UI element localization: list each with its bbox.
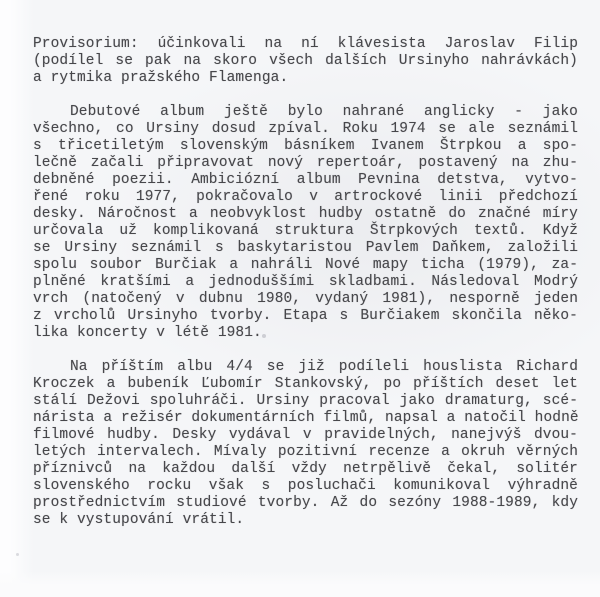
text-line: Provisorium: účinkovali na ní klávesista Jaroslav Filip: [33, 36, 578, 52]
text-line: desky. Náročnost a neobvyklost hudby ostatně do značné míry: [33, 206, 578, 222]
text-line: lika koncerty v létě 1981.: [33, 325, 262, 341]
text-line: se k vystupování vrátil.: [33, 512, 245, 528]
text-line: Debutové album ještě bylo nahrané anglicky - jako: [70, 104, 578, 120]
text-line: nárista a režisér dokumentárních filmů, napsal a natočil hodně: [33, 410, 579, 426]
text-line: debněné poezii. Ambiciózní album Pevnina detstva, vytvo-: [33, 172, 578, 188]
text-line: lečně začali připravovat nový repertoár, postavený na zhu-: [33, 155, 578, 171]
paragraph: [33, 104, 578, 342]
text-line: všechno, co Ursiny dosud zpíval. Roku 1974 se ale seznámil: [33, 121, 578, 137]
text-line: plněné kratšími a jednoduššími skladbami. Následoval Modrý: [33, 274, 578, 290]
text-line: vrch (natočený v dubnu 1980, vydaný 1981), nesporně jeden: [33, 291, 578, 307]
text-line: příznivců na každou další vždy netrpělivě čekal, solitér: [33, 461, 578, 477]
scan-speck: [262, 334, 266, 338]
paragraph: [33, 36, 578, 87]
text-line: slovenského rocku však s posluchači komunikoval výhradně: [33, 478, 578, 494]
text-line: určovala už komplikovaná struktura Štrpkových textů. Když: [33, 223, 578, 239]
text-line: stálí Dežovi spoluhráči. Ursiny pracoval jako dramaturg, scé-: [33, 393, 578, 409]
paragraph: [33, 359, 578, 529]
scan-speck: [16, 553, 19, 556]
text-line: se Ursiny seznámil s baskytaristou Pavlem Daňkem, založili: [33, 240, 578, 256]
page-text: [33, 36, 578, 529]
text-line: (podílel se pak na skoro všech dalších Ursinyho nahrávkách): [33, 53, 578, 69]
text-line: Na příštím albu 4/4 se již podíleli houslista Richard: [70, 359, 578, 375]
text-line: prostřednictvím studiové tvorby. Až do sezóny 1988-1989, kdy: [33, 495, 578, 511]
text-line: s třicetiletým slovenským básníkem Ivanem Štrpkou a spo-: [33, 138, 578, 154]
text-line: Kroczek a bubeník Ľubomír Stankovský, po příštích deset let: [33, 376, 578, 392]
text-line: z vrcholů Ursinyho tvorby. Etapa s Burčiakem skončila něko-: [33, 308, 578, 324]
text-line: a rytmika pražského Flamenga.: [33, 70, 289, 86]
text-line: řené roku 1977, pokračovalo v artrockové linii předchozí: [33, 189, 578, 205]
text-line: filmové hudby. Desky vydával v pravidelných, nanejvýš dvou-: [33, 427, 578, 443]
text-line: letých intervalech. Mívaly pozitivní recenze a okruh věrných: [33, 444, 578, 460]
text-line: spolu soubor Burčiak a nahráli Nové mapy ticha (1979), za-: [33, 257, 578, 273]
